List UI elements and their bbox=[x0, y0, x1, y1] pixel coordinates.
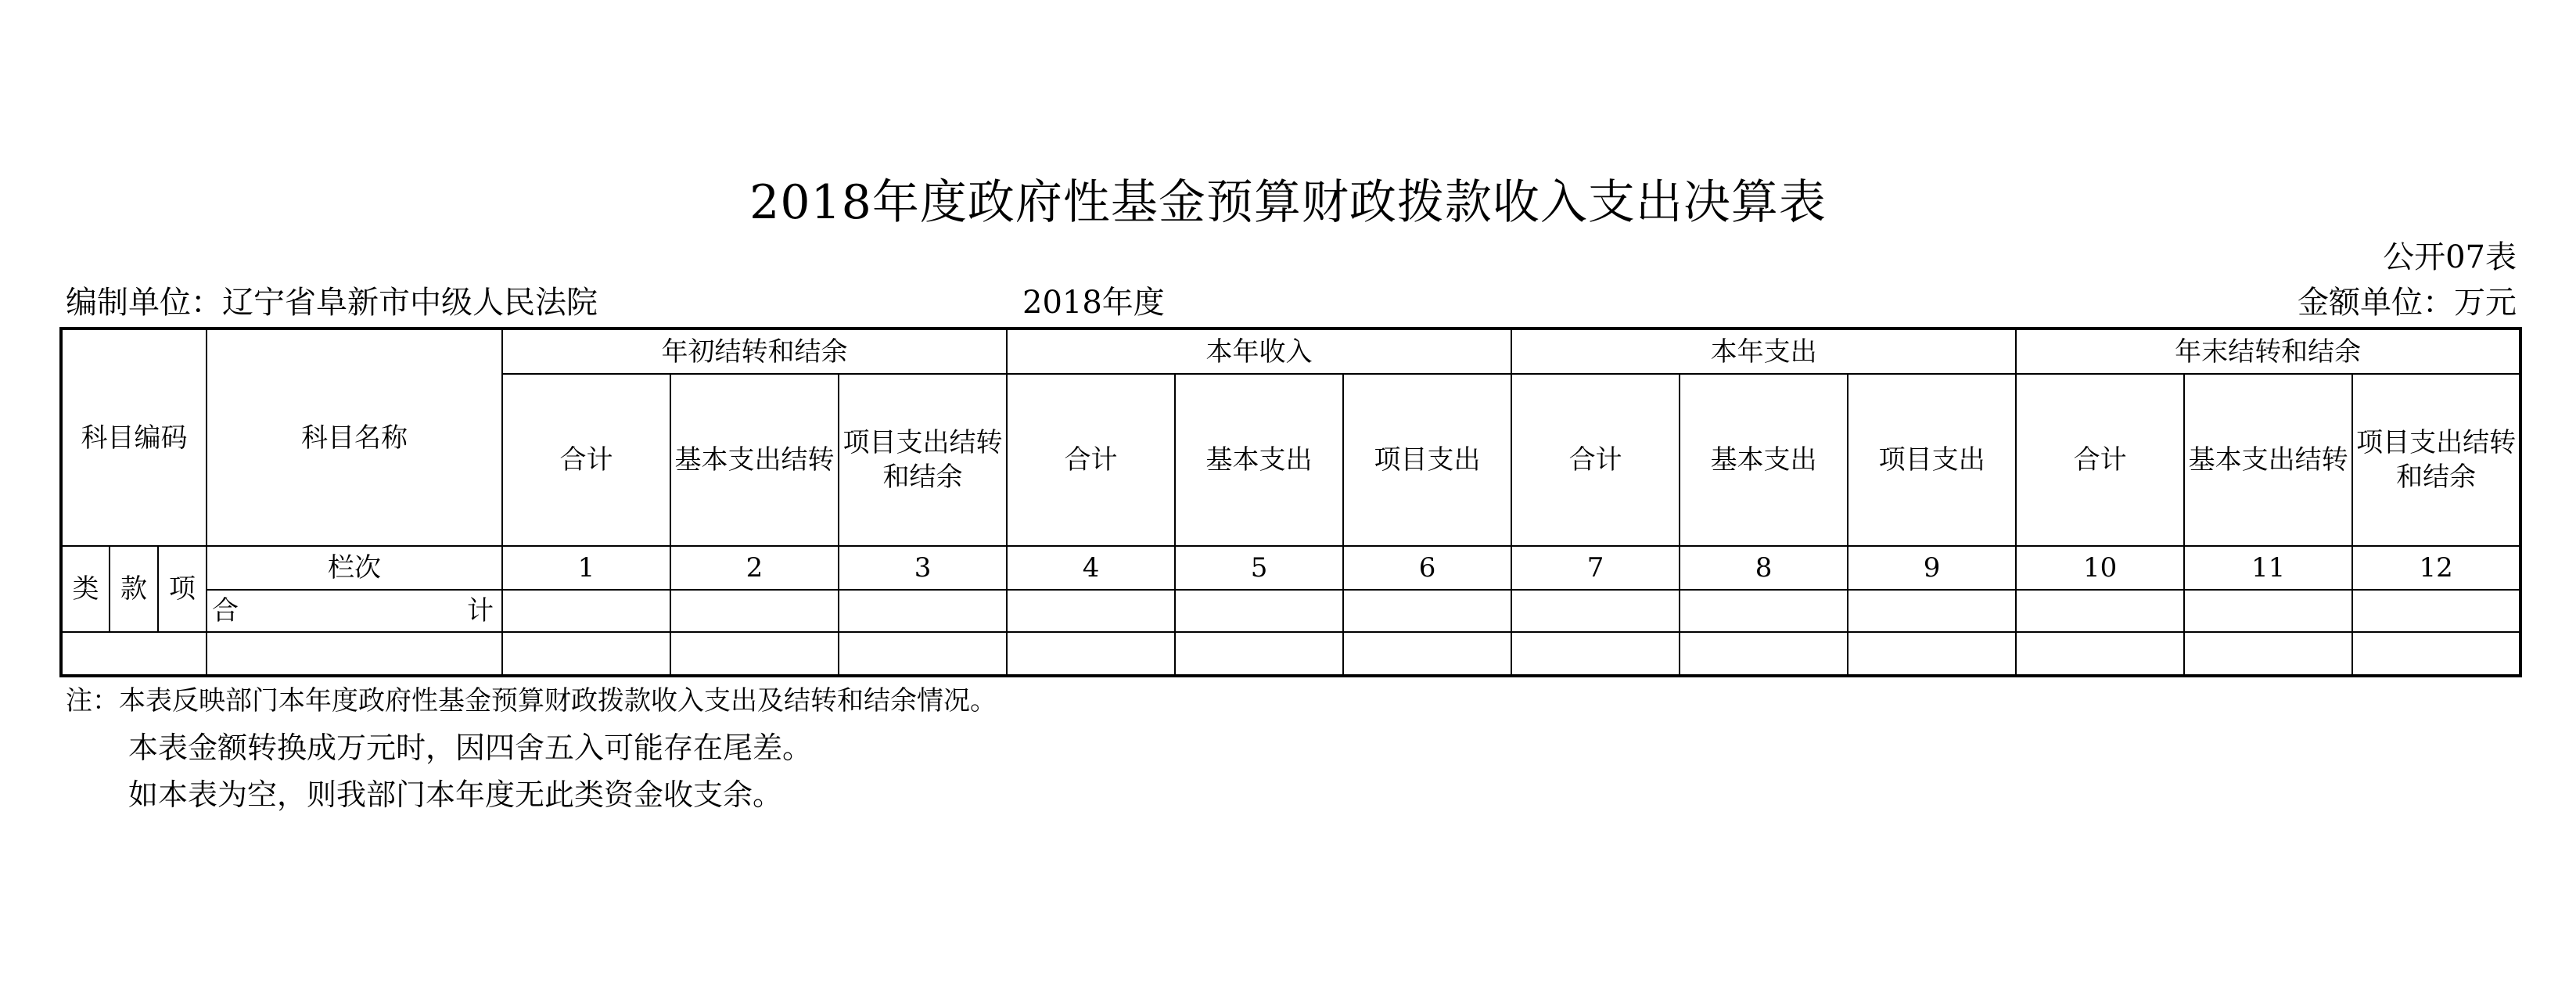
table-cell bbox=[2184, 590, 2352, 632]
report-title: 2018年度政府性基金预算财政拨款收入支出决算表 bbox=[749, 175, 1827, 230]
column-number: 3 bbox=[839, 546, 1007, 590]
sub-header: 合计 bbox=[1511, 374, 1680, 546]
code-part-item: 项 bbox=[158, 546, 207, 632]
table-cell bbox=[1680, 590, 1848, 632]
organization-label: 编制单位：辽宁省阜新市中级人民法院 bbox=[66, 285, 598, 321]
table-cell bbox=[839, 632, 1007, 676]
report-year: 2018年度 bbox=[1022, 285, 1165, 321]
column-number: 4 bbox=[1007, 546, 1175, 590]
table-cell bbox=[2016, 632, 2184, 676]
table-cell bbox=[1680, 632, 1848, 676]
column-number: 1 bbox=[502, 546, 670, 590]
table-cell bbox=[1175, 632, 1343, 676]
code-part-section: 款 bbox=[110, 546, 158, 632]
note-line: 注：本表反映部门本年度政府性基金预算财政拨款收入支出及结转和结余情况。 bbox=[66, 685, 997, 716]
column-number: 5 bbox=[1175, 546, 1343, 590]
table-cell bbox=[1343, 632, 1511, 676]
subject-code-header: 科目编码 bbox=[61, 329, 207, 546]
table-cell bbox=[670, 632, 839, 676]
table-cell bbox=[839, 590, 1007, 632]
table-row bbox=[61, 632, 2520, 676]
note-line: 如本表为空，则我部门本年度无此类资金收支余。 bbox=[128, 778, 783, 812]
group-header-current-expenditure: 本年支出 bbox=[1511, 329, 2016, 374]
group-header-closing-balance: 年末结转和结余 bbox=[2016, 329, 2520, 374]
sub-header: 基本支出 bbox=[1680, 374, 1848, 546]
sub-header: 基本支出结转 bbox=[670, 374, 839, 546]
group-header-current-income: 本年收入 bbox=[1007, 329, 1511, 374]
budget-table bbox=[59, 327, 2522, 677]
total-label-left: 合 bbox=[212, 595, 239, 627]
table-cell bbox=[1848, 632, 2016, 676]
note-line: 本表金额转换成万元时，因四舍五入可能存在尾差。 bbox=[128, 731, 813, 765]
column-number: 10 bbox=[2016, 546, 2184, 590]
sub-header: 项目支出 bbox=[1848, 374, 2016, 546]
table-cell bbox=[1175, 590, 1343, 632]
sub-header: 项目支出结转和结余 bbox=[839, 374, 1007, 546]
sub-header: 合计 bbox=[1007, 374, 1175, 546]
table-cell bbox=[502, 632, 670, 676]
column-number: 11 bbox=[2184, 546, 2352, 590]
sub-header: 基本支出结转 bbox=[2184, 374, 2352, 546]
column-label: 栏次 bbox=[207, 546, 502, 590]
table-cell bbox=[1511, 632, 1680, 676]
table-cell bbox=[1007, 590, 1175, 632]
table-cell bbox=[2184, 632, 2352, 676]
table-cell bbox=[2352, 590, 2520, 632]
column-number: 12 bbox=[2352, 546, 2520, 590]
table-cell bbox=[1007, 632, 1175, 676]
table-cell bbox=[207, 632, 502, 676]
column-number: 2 bbox=[670, 546, 839, 590]
table-cell bbox=[502, 590, 670, 632]
sub-header: 合计 bbox=[502, 374, 670, 546]
column-number: 8 bbox=[1680, 546, 1848, 590]
sub-header: 合计 bbox=[2016, 374, 2184, 546]
table-cell bbox=[61, 632, 207, 676]
table-notes bbox=[66, 677, 997, 818]
sub-header: 基本支出 bbox=[1175, 374, 1343, 546]
total-label-right: 计 bbox=[467, 595, 494, 627]
column-number: 9 bbox=[1848, 546, 2016, 590]
total-row-label bbox=[207, 590, 502, 632]
form-code: 公开07表 bbox=[2383, 239, 2517, 275]
sub-header: 项目支出结转和结余 bbox=[2352, 374, 2520, 546]
table-cell bbox=[670, 590, 839, 632]
subject-name-header: 科目名称 bbox=[207, 329, 502, 546]
table-cell bbox=[2352, 632, 2520, 676]
code-part-category: 类 bbox=[61, 546, 110, 632]
table-cell bbox=[1848, 590, 2016, 632]
table-cell bbox=[1343, 590, 1511, 632]
column-number: 6 bbox=[1343, 546, 1511, 590]
column-number: 7 bbox=[1511, 546, 1680, 590]
table-cell bbox=[1511, 590, 1680, 632]
group-header-opening-balance: 年初结转和结余 bbox=[502, 329, 1007, 374]
sub-header: 项目支出 bbox=[1343, 374, 1511, 546]
table-cell bbox=[2016, 590, 2184, 632]
amount-unit: 金额单位：万元 bbox=[2298, 285, 2517, 321]
budget-table-container bbox=[59, 327, 2519, 677]
